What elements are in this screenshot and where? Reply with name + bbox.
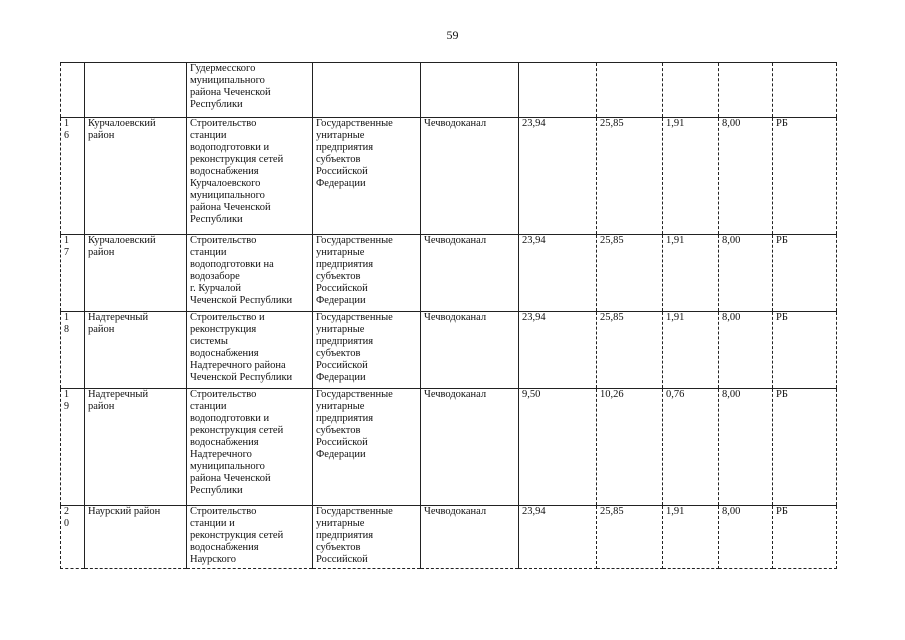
project-cell bbox=[187, 235, 313, 312]
value-3-cell-text: 1,91 bbox=[666, 118, 685, 129]
source-cell-text: РБ bbox=[776, 389, 788, 400]
operator-cell-text: Чечводоканал bbox=[424, 506, 487, 517]
value-2-cell-text: 25,85 bbox=[600, 312, 624, 323]
recipient-cell bbox=[313, 63, 421, 118]
value-4-cell-text: 8,00 bbox=[722, 312, 741, 323]
recipient-cell-text: Государственные унитарные предприятия субъектов Российской bbox=[316, 506, 393, 565]
row-index-text: 1 6 bbox=[64, 118, 69, 141]
value-1-cell-text: 23,94 bbox=[522, 118, 546, 129]
operator-cell bbox=[421, 312, 519, 389]
operator-cell bbox=[421, 235, 519, 312]
operator-cell-text: Чечводоканал bbox=[424, 118, 487, 129]
table-row bbox=[61, 235, 837, 312]
value-1-cell bbox=[519, 63, 597, 118]
value-4-cell-text: 8,00 bbox=[722, 389, 741, 400]
project-cell-text: Строительство станции водоподготовки и реконструкция сетей водоснабжения Курчалоевского муниципального района Чеченской Республики bbox=[190, 118, 284, 225]
project-cell-text: Гудермесского муниципального района Чеченской Республики bbox=[190, 63, 271, 110]
source-cell-text: РБ bbox=[776, 235, 788, 246]
operator-cell bbox=[421, 118, 519, 235]
operator-cell bbox=[421, 63, 519, 118]
source-cell bbox=[773, 118, 837, 235]
source-cell bbox=[773, 506, 837, 569]
recipient-cell bbox=[313, 506, 421, 569]
project-cell bbox=[187, 118, 313, 235]
row-index bbox=[61, 63, 85, 118]
value-1-cell-text: 23,94 bbox=[522, 312, 546, 323]
row-index bbox=[61, 312, 85, 389]
row-index-text: 1 8 bbox=[64, 312, 69, 335]
recipient-cell-text: Государственные унитарные предприятия субъектов Российской Федерации bbox=[316, 389, 393, 460]
district-cell bbox=[85, 235, 187, 312]
district-cell-text: Наурский район bbox=[88, 506, 161, 517]
value-2-cell bbox=[597, 63, 663, 118]
row-index-text: 1 9 bbox=[64, 389, 69, 412]
project-cell-text: Строительство и реконструкция системы водоснабжения Надтеречного района Чеченской Республики bbox=[190, 312, 293, 383]
project-cell bbox=[187, 506, 313, 569]
value-3-cell-text: 0,76 bbox=[666, 389, 685, 400]
operator-cell-text: Чечводоканал bbox=[424, 389, 487, 400]
data-table bbox=[60, 62, 837, 569]
value-3-cell bbox=[663, 63, 719, 118]
table-row bbox=[61, 312, 837, 389]
value-3-cell-text: 1,91 bbox=[666, 235, 685, 246]
value-2-cell bbox=[597, 389, 663, 506]
value-3-cell-text: 1,91 bbox=[666, 312, 685, 323]
source-cell bbox=[773, 235, 837, 312]
table-row bbox=[61, 63, 837, 118]
district-cell-text: Надтеречный район bbox=[88, 389, 149, 412]
recipient-cell bbox=[313, 312, 421, 389]
district-cell bbox=[85, 389, 187, 506]
value-2-cell-text: 25,85 bbox=[600, 235, 624, 246]
value-1-cell bbox=[519, 312, 597, 389]
recipient-cell bbox=[313, 235, 421, 312]
operator-cell-text: Чечводоканал bbox=[424, 235, 487, 246]
district-cell bbox=[85, 506, 187, 569]
recipient-cell-text: Государственные унитарные предприятия субъектов Российской Федерации bbox=[316, 312, 393, 383]
recipient-cell bbox=[313, 118, 421, 235]
value-3-cell bbox=[663, 506, 719, 569]
value-1-cell-text: 9,50 bbox=[522, 389, 541, 400]
value-2-cell bbox=[597, 506, 663, 569]
row-index bbox=[61, 118, 85, 235]
project-cell-text: Строительство станции водоподготовки на водозаборе г. Курчалой Чеченской Республики bbox=[190, 235, 293, 306]
source-cell bbox=[773, 389, 837, 506]
district-cell-text: Курчалоевский район bbox=[88, 118, 156, 141]
source-cell bbox=[773, 63, 837, 118]
value-4-cell bbox=[719, 389, 773, 506]
source-cell bbox=[773, 312, 837, 389]
value-3-cell bbox=[663, 118, 719, 235]
district-cell bbox=[85, 63, 187, 118]
value-1-cell bbox=[519, 118, 597, 235]
operator-cell-text: Чечводоканал bbox=[424, 312, 487, 323]
district-cell-text: Курчалоевский район bbox=[88, 235, 156, 258]
project-cell bbox=[187, 389, 313, 506]
recipient-cell-text: Государственные унитарные предприятия субъектов Российской Федерации bbox=[316, 235, 393, 306]
value-3-cell bbox=[663, 235, 719, 312]
source-cell-text: РБ bbox=[776, 506, 788, 517]
value-2-cell bbox=[597, 312, 663, 389]
value-4-cell bbox=[719, 235, 773, 312]
table-row bbox=[61, 506, 837, 569]
source-cell-text: РБ bbox=[776, 118, 788, 129]
project-cell bbox=[187, 63, 313, 118]
value-1-cell-text: 23,94 bbox=[522, 235, 546, 246]
value-2-cell-text: 25,85 bbox=[600, 506, 624, 517]
value-2-cell-text: 25,85 bbox=[600, 118, 624, 129]
value-1-cell-text: 23,94 bbox=[522, 506, 546, 517]
recipient-cell-text: Государственные унитарные предприятия субъектов Российской Федерации bbox=[316, 118, 393, 189]
district-cell bbox=[85, 312, 187, 389]
row-index bbox=[61, 389, 85, 506]
table-row bbox=[61, 389, 837, 506]
value-4-cell bbox=[719, 506, 773, 569]
value-4-cell bbox=[719, 312, 773, 389]
district-cell-text: Надтеречный район bbox=[88, 312, 149, 335]
district-cell bbox=[85, 118, 187, 235]
value-3-cell bbox=[663, 312, 719, 389]
row-index bbox=[61, 235, 85, 312]
project-cell bbox=[187, 312, 313, 389]
value-2-cell bbox=[597, 118, 663, 235]
value-4-cell bbox=[719, 118, 773, 235]
value-2-cell bbox=[597, 235, 663, 312]
value-1-cell bbox=[519, 506, 597, 569]
project-cell-text: Строительство станции водоподготовки и реконструкция сетей водоснабжения Надтеречного муниципального района Чеченской Республики bbox=[190, 389, 284, 496]
operator-cell bbox=[421, 389, 519, 506]
row-index bbox=[61, 506, 85, 569]
value-4-cell-text: 8,00 bbox=[722, 118, 741, 129]
source-cell-text: РБ bbox=[776, 312, 788, 323]
page-number: 59 bbox=[446, 28, 459, 42]
row-index-text: 2 0 bbox=[64, 506, 69, 529]
value-2-cell-text: 10,26 bbox=[600, 389, 624, 400]
recipient-cell bbox=[313, 389, 421, 506]
project-cell-text: Строительство станции и реконструкция сетей водоснабжения Наурского bbox=[190, 506, 284, 565]
value-4-cell bbox=[719, 63, 773, 118]
value-3-cell bbox=[663, 389, 719, 506]
table-row bbox=[61, 118, 837, 235]
row-index-text: 1 7 bbox=[64, 235, 69, 258]
value-3-cell-text: 1,91 bbox=[666, 506, 685, 517]
value-1-cell bbox=[519, 235, 597, 312]
value-4-cell-text: 8,00 bbox=[722, 506, 741, 517]
value-4-cell-text: 8,00 bbox=[722, 235, 741, 246]
value-1-cell bbox=[519, 389, 597, 506]
operator-cell bbox=[421, 506, 519, 569]
